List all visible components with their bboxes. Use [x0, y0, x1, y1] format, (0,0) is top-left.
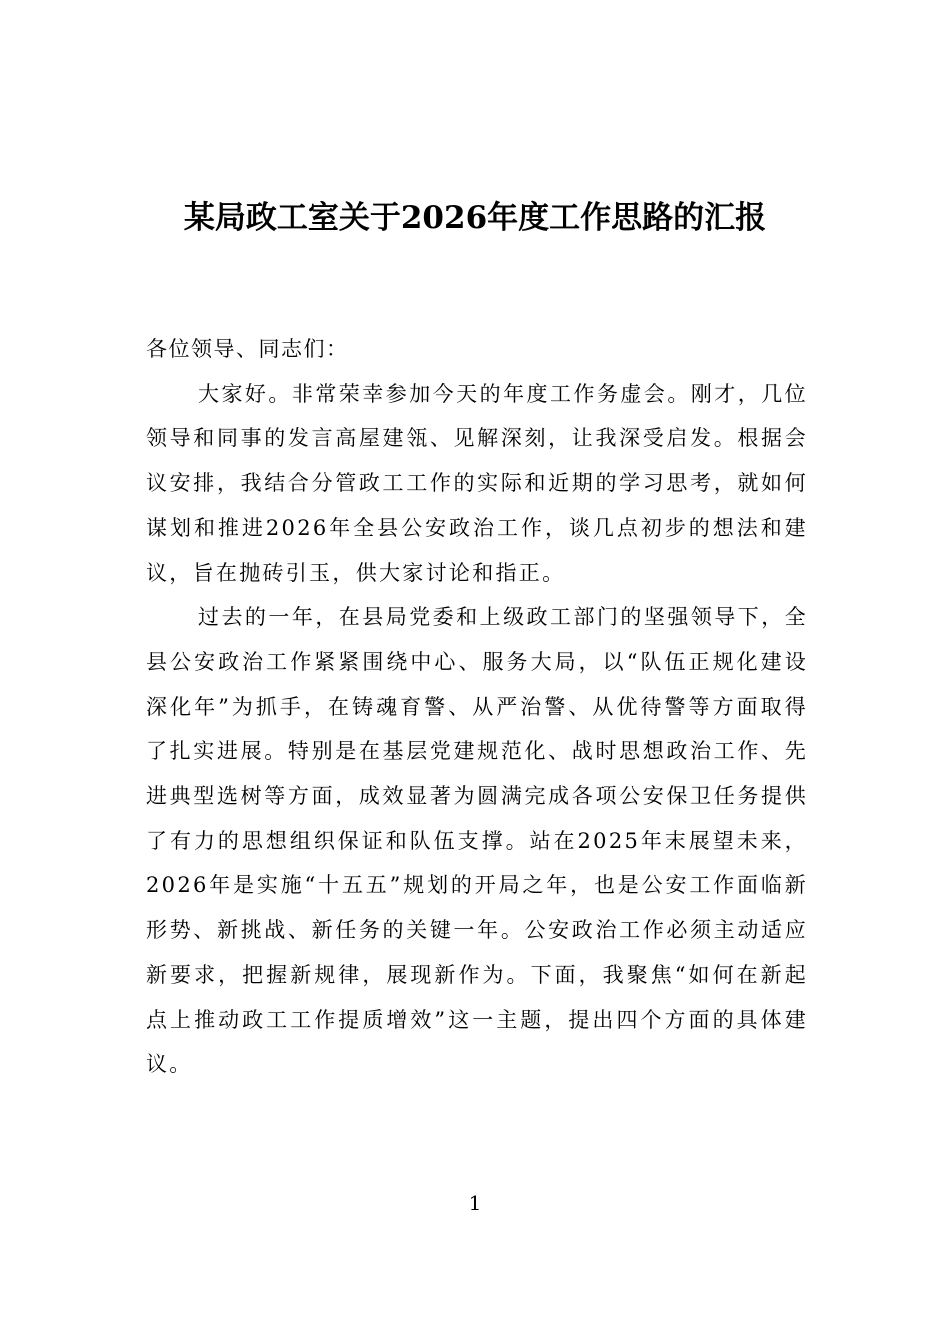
paragraph-review: 过去的一年，在县局党委和上级政工部门的坚强领导下，全县公安政治工作紧紧围绕中心、服务大局，以“队伍正规化建设深化年”为抓手，在铸魂育警、从严治警、从优待警等方面取得了扎实进展。特别是在基层党建规范化、战时思想政治工作、先进典型选树等方面，成效显著为圆满完成各项公安保卫任务提供了有力的思想组织保证和队伍支撑。站在2025年末展望未来，2026年是实施“十五五”规划的开局之年，也是公安工作面临新形势、新挑战、新任务的关键一年。公安政治工作必须主动适应新要求，把握新规律，展现新作为。下面，我聚焦“如何在新起点上推动政工工作提质增效”这一主题，提出四个方面的具体建议。 — [146, 605, 808, 1077]
document-title: 某局政工室关于2026年度工作思路的汇报 — [183, 200, 767, 236]
document-body — [146, 327, 808, 1087]
salutation: 各位领导、同志们： — [146, 337, 349, 361]
page-number: 1 — [468, 1191, 482, 1215]
paragraph-opening: 大家好。非常荣幸参加今天的年度工作务虚会。刚才，几位领导和同事的发言高屋建瓴、见解深刻，让我深受启发。根据会议安排，我结合分管政工工作的实际和近期的学习思考，就如何谋划和推进2026年全县公安政治工作，谈几点初步的想法和建议，旨在抛砖引玉，供大家讨论和指正。 — [146, 381, 808, 585]
